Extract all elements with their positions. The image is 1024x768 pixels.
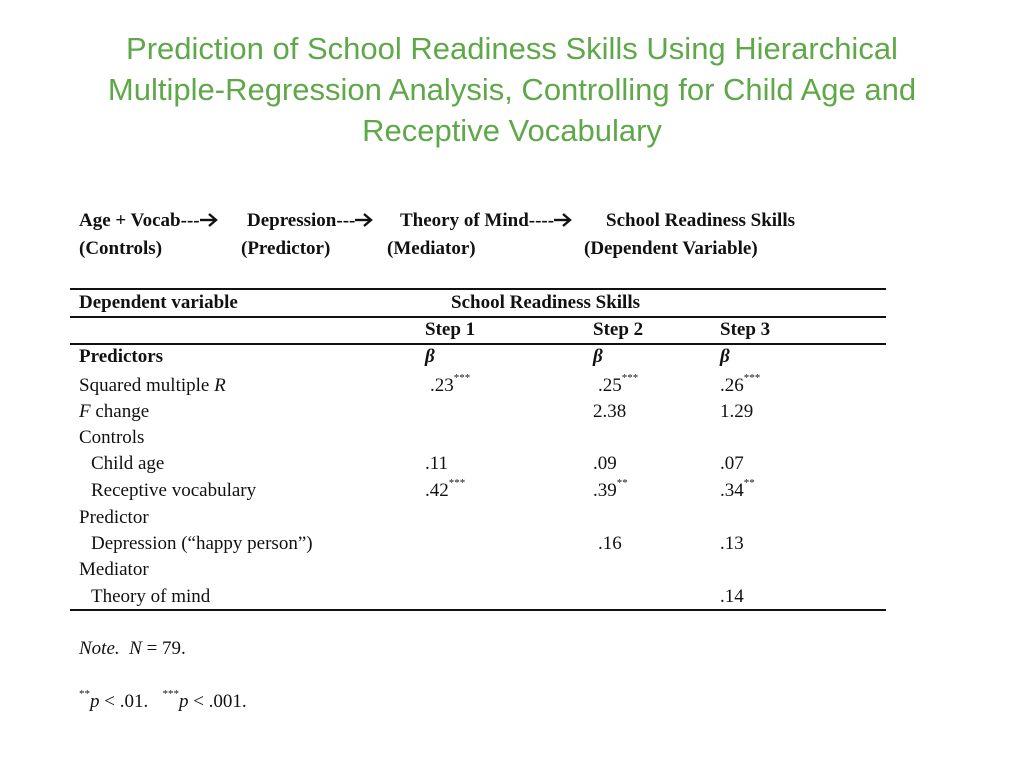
role-controls: (Controls) [79,238,163,259]
significance-note: **p < .01. ***p < .001. [79,688,247,712]
dependent-variable-value: School Readiness Skills [451,292,640,313]
right-arrow-icon [200,213,218,227]
role-dependent: (Dependent Variable) [584,238,758,259]
title-line-1: Prediction of School Readiness Skills Using Hierarchical [126,31,898,66]
table-bottom-rule [70,609,886,611]
right-arrow-icon [554,213,572,227]
cell-vocab-step-1: .42*** [425,477,466,501]
section-controls: Controls [79,427,145,448]
row-label-f-change: F change [79,401,150,422]
title-line-2: Multiple-Regression Analysis, Controlling for Child Age and [107,72,917,107]
section-mediator: Mediator [79,559,149,580]
row-label-depression: Depression (“happy person”) [91,533,313,554]
cell-squared-r-step-2: .25*** [598,372,639,396]
table-note: Note. N = 79. [79,638,186,659]
step-3-header: Step 3 [720,319,771,340]
cell-vocab-step-3: .34** [720,477,755,501]
cell-child-age-step-2: .09 [593,453,617,474]
cell-vocab-step-2: .39** [593,477,628,501]
cell-child-age-step-3: .07 [720,453,744,474]
row-label-receptive-vocabulary: Receptive vocabulary [91,480,257,501]
title-line-3: Receptive Vocabulary [362,113,662,148]
row-label-theory-of-mind: Theory of mind [91,586,211,607]
beta-step-1: β [425,346,435,367]
row-label-squared-multiple-r: Squared multiple R [79,375,226,396]
table-top-rule [70,288,886,290]
table-subheader-rule [70,343,886,345]
cell-theory-of-mind-step-3: .14 [720,586,744,607]
row-label-child-age: Child age [91,453,165,474]
step-2-header: Step 2 [593,319,644,340]
cell-child-age-step-1: .11 [425,453,449,474]
cell-squared-r-step-1: .23*** [430,372,471,396]
cell-depression-step-2: .16 [598,533,622,554]
slide-title [40,28,984,151]
beta-step-3: β [720,346,730,367]
path-step-controls: Age + Vocab--- [79,210,218,232]
cell-squared-r-step-3: .26*** [720,372,761,396]
table-header-rule [70,316,886,318]
path-step-dependent: School Readiness Skills [606,210,795,231]
role-predictor: (Predictor) [241,238,331,259]
cell-depression-step-3: .13 [720,533,744,554]
cell-f-change-step-2: 2.38 [593,401,627,422]
dependent-variable-label: Dependent variable [79,292,238,313]
step-1-header: Step 1 [425,319,476,340]
role-mediator: (Mediator) [387,238,476,259]
section-predictor: Predictor [79,507,149,528]
beta-step-2: β [593,346,603,367]
predictors-label: Predictors [79,346,164,367]
path-step-mediator: Theory of Mind---- [400,210,572,232]
path-step-predictor: Depression--- [247,210,373,232]
right-arrow-icon [355,213,373,227]
cell-f-change-step-3: 1.29 [720,401,754,422]
